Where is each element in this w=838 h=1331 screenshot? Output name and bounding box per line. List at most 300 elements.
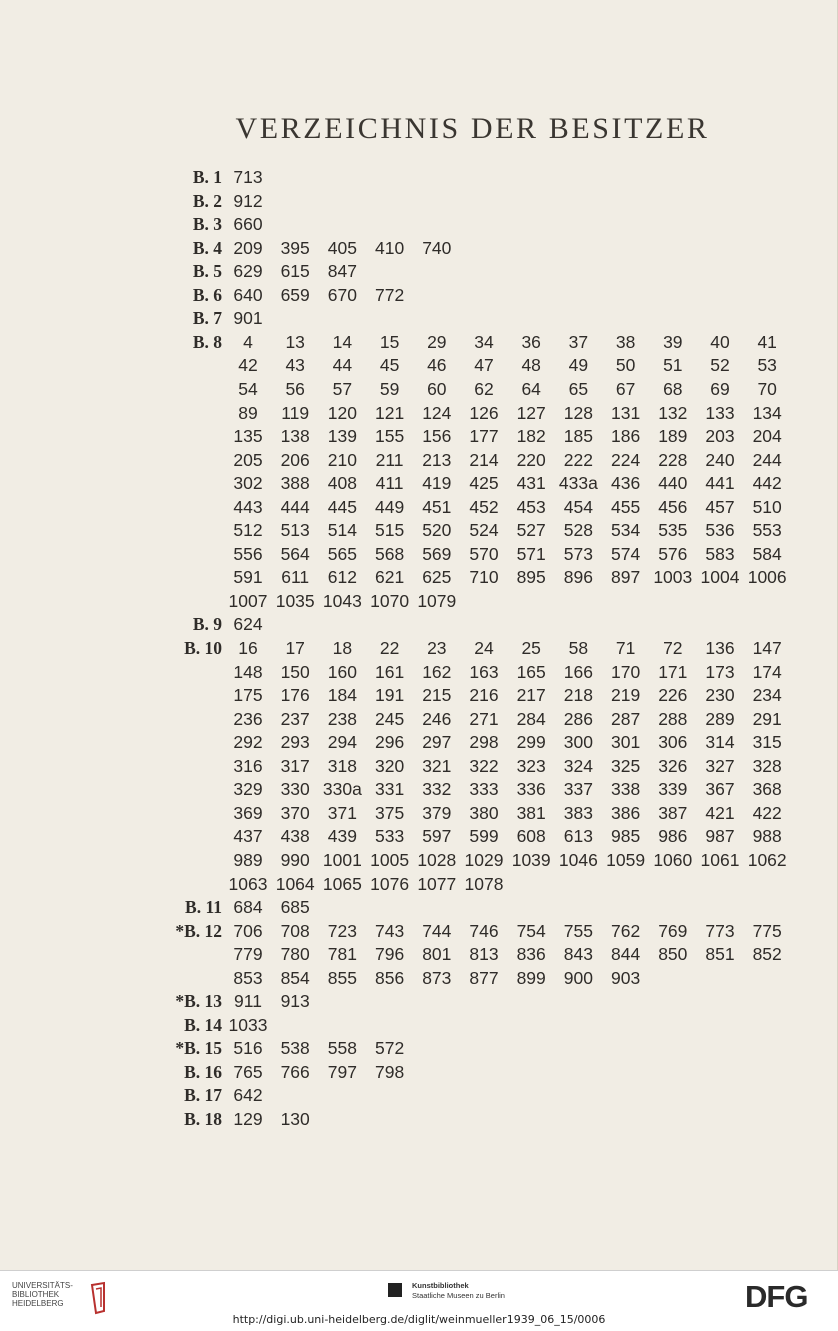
item-number: 185 xyxy=(563,426,593,447)
owner-row xyxy=(0,520,838,544)
item-number: 625 xyxy=(422,567,452,588)
item-number: 706 xyxy=(233,920,263,941)
item-number: 138 xyxy=(280,426,310,447)
owner-row xyxy=(0,332,838,356)
item-number: 533 xyxy=(374,826,405,847)
item-number: 163 xyxy=(469,661,499,682)
library-line-2: BIBLIOTHEK xyxy=(12,1290,60,1299)
item-number: 16 xyxy=(238,638,258,658)
owner-row xyxy=(0,874,838,898)
owner-row xyxy=(0,379,838,403)
item-number: 318 xyxy=(327,755,357,776)
item-number: 133 xyxy=(705,402,735,423)
item-number: 520 xyxy=(422,520,452,541)
item-number: 182 xyxy=(516,426,546,447)
item-number: 333 xyxy=(469,779,499,800)
item-number: 660 xyxy=(233,214,263,235)
item-number: 576 xyxy=(658,543,688,564)
item-number: 441 xyxy=(705,473,735,494)
item-number: 292 xyxy=(233,732,263,753)
item-number: 36 xyxy=(521,331,541,352)
owner-label: B. 11 xyxy=(185,897,222,918)
item-number: 743 xyxy=(374,920,405,941)
owner-row xyxy=(0,567,838,591)
page-title: VERZEICHNIS DER BESITZER xyxy=(235,112,710,145)
item-number: 293 xyxy=(280,732,310,753)
item-number: 40 xyxy=(710,331,730,352)
item-number: 640 xyxy=(233,284,263,305)
item-number: 226 xyxy=(658,685,688,706)
item-number: 209 xyxy=(233,237,263,258)
item-number: 912 xyxy=(233,190,263,211)
item-number: 1064 xyxy=(275,873,315,894)
owner-label: *B. 13 xyxy=(175,991,222,1012)
owner-row xyxy=(0,591,838,615)
item-number: 670 xyxy=(327,284,357,305)
item-number: 29 xyxy=(427,331,447,352)
item-number: 895 xyxy=(516,567,546,588)
owner-row xyxy=(0,1038,838,1062)
item-number: 515 xyxy=(374,520,405,541)
item-number: 337 xyxy=(563,779,593,800)
item-number: 189 xyxy=(658,426,688,447)
item-number: 271 xyxy=(469,708,499,729)
item-number: 613 xyxy=(563,826,593,847)
item-number: 850 xyxy=(658,944,688,965)
owner-label: B. 3 xyxy=(192,214,222,235)
kunstbibliothek-title: Kunstbibliothek xyxy=(412,1281,469,1290)
item-number: 155 xyxy=(374,426,405,447)
owner-row xyxy=(0,1109,838,1133)
item-number: 171 xyxy=(658,661,688,682)
item-number: 897 xyxy=(610,567,641,588)
item-number: 535 xyxy=(658,520,688,541)
item-number: 1033 xyxy=(228,1014,268,1035)
item-number: 162 xyxy=(422,661,452,682)
owner-row xyxy=(0,497,838,521)
university-library-logo[interactable] xyxy=(12,1281,112,1315)
item-number: 708 xyxy=(280,920,310,941)
item-number: 299 xyxy=(516,732,546,753)
item-number: 836 xyxy=(516,944,546,965)
item-number: 128 xyxy=(563,402,593,423)
item-number: 439 xyxy=(327,826,357,847)
item-number: 320 xyxy=(374,755,405,776)
owner-row xyxy=(0,1015,838,1039)
item-number: 1061 xyxy=(700,849,740,870)
owner-row xyxy=(0,544,838,568)
item-number: 238 xyxy=(327,708,357,729)
item-number: 1005 xyxy=(370,849,410,870)
item-number: 1043 xyxy=(322,590,362,611)
item-number: 298 xyxy=(469,732,499,753)
item-number: 58 xyxy=(568,638,589,658)
item-number: 457 xyxy=(705,496,735,517)
item-number: 877 xyxy=(469,967,499,988)
item-number: 449 xyxy=(374,496,405,517)
owner-row xyxy=(0,968,838,992)
item-number: 296 xyxy=(374,732,405,753)
item-number: 13 xyxy=(285,331,305,352)
item-number: 856 xyxy=(374,967,405,988)
item-number: 287 xyxy=(610,708,641,729)
item-number: 570 xyxy=(469,543,499,564)
footer-bar xyxy=(0,1270,838,1331)
item-number: 597 xyxy=(422,826,452,847)
item-number: 564 xyxy=(280,543,310,564)
item-number: 25 xyxy=(521,638,541,658)
item-number: 847 xyxy=(327,261,357,282)
item-number: 39 xyxy=(663,331,683,352)
item-number: 204 xyxy=(752,426,782,447)
item-number: 327 xyxy=(705,755,735,776)
item-number: 746 xyxy=(469,920,499,941)
item-number: 132 xyxy=(658,402,688,423)
item-number: 127 xyxy=(516,402,546,423)
item-number: 370 xyxy=(280,802,310,823)
item-number: 565 xyxy=(327,543,357,564)
item-number: 766 xyxy=(280,1061,310,1082)
item-number: 1004 xyxy=(700,567,740,588)
item-number: 553 xyxy=(752,520,782,541)
owner-row xyxy=(0,355,838,379)
item-number: 383 xyxy=(563,802,593,823)
item-number: 451 xyxy=(422,496,452,517)
item-number: 584 xyxy=(752,543,782,564)
item-number: 47 xyxy=(474,355,494,376)
item-number: 368 xyxy=(752,779,782,800)
item-number: 765 xyxy=(233,1061,263,1082)
item-number: 375 xyxy=(374,802,405,823)
item-number: 332 xyxy=(422,779,452,800)
item-number: 422 xyxy=(752,802,782,823)
owner-row xyxy=(0,191,838,215)
owner-row xyxy=(0,614,838,638)
item-number: 44 xyxy=(332,355,353,376)
item-number: 367 xyxy=(705,779,735,800)
item-number: 386 xyxy=(610,802,641,823)
kunstbibliothek-subtitle: Staatliche Museen zu Berlin xyxy=(412,1291,505,1300)
item-number: 216 xyxy=(469,685,499,706)
item-number: 536 xyxy=(705,520,735,541)
item-number: 50 xyxy=(615,355,636,376)
item-number: 297 xyxy=(422,732,452,753)
item-number: 54 xyxy=(238,378,258,399)
item-number: 512 xyxy=(233,520,263,541)
item-number: 288 xyxy=(658,708,688,729)
item-number: 237 xyxy=(280,708,310,729)
owner-label: B. 5 xyxy=(192,261,222,282)
item-number: 329 xyxy=(233,779,263,800)
item-number: 445 xyxy=(327,496,357,517)
item-number: 60 xyxy=(427,378,447,399)
owner-label: *B. 12 xyxy=(175,920,222,941)
item-number: 191 xyxy=(374,685,405,706)
item-number: 219 xyxy=(610,685,641,706)
item-number: 851 xyxy=(705,944,735,965)
item-number: 228 xyxy=(658,449,688,470)
item-number: 220 xyxy=(516,449,546,470)
item-number: 410 xyxy=(374,237,405,258)
item-number: 136 xyxy=(705,638,735,658)
item-number: 1006 xyxy=(747,567,787,588)
kunstbibliothek-mark-icon xyxy=(388,1283,402,1297)
item-number: 1079 xyxy=(417,590,457,611)
item-number: 408 xyxy=(327,473,357,494)
owner-row xyxy=(0,308,838,332)
item-number: 166 xyxy=(563,661,593,682)
item-number: 156 xyxy=(422,426,452,447)
item-number: 294 xyxy=(327,732,357,753)
item-number: 124 xyxy=(422,402,452,423)
item-number: 323 xyxy=(516,755,546,776)
item-number: 1060 xyxy=(653,849,693,870)
item-number: 45 xyxy=(379,355,400,376)
owner-row xyxy=(0,850,838,874)
owner-row xyxy=(0,638,838,662)
item-number: 583 xyxy=(705,543,735,564)
item-number: 18 xyxy=(332,638,353,658)
owner-row xyxy=(0,238,838,262)
item-number: 762 xyxy=(610,920,641,941)
item-number: 206 xyxy=(280,449,310,470)
item-number: 873 xyxy=(422,967,452,988)
item-number: 780 xyxy=(280,944,310,965)
item-number: 130 xyxy=(280,1109,310,1129)
item-number: 214 xyxy=(469,449,499,470)
item-number: 217 xyxy=(516,685,546,706)
item-number: 388 xyxy=(280,473,310,494)
item-number: 150 xyxy=(280,661,310,682)
item-number: 387 xyxy=(658,802,688,823)
owner-label: B. 14 xyxy=(184,1014,222,1035)
item-number: 1007 xyxy=(228,590,268,611)
item-number: 324 xyxy=(563,755,593,776)
item-number: 139 xyxy=(327,426,357,447)
item-number: 781 xyxy=(327,944,357,965)
item-number: 67 xyxy=(615,378,636,399)
owner-row xyxy=(0,779,838,803)
item-number: 42 xyxy=(238,355,258,376)
item-number: 37 xyxy=(568,331,589,352)
item-number: 844 xyxy=(610,944,641,965)
owner-label: B. 8 xyxy=(192,331,222,352)
owner-label: B. 4 xyxy=(192,237,222,258)
item-number: 1001 xyxy=(322,849,362,870)
permalink-url[interactable]: http://digi.ub.uni-heidelberg.de/diglit/weinmueller1939_06_15/0006 xyxy=(232,1313,606,1326)
item-number: 22 xyxy=(379,638,400,658)
item-number: 405 xyxy=(327,237,357,258)
item-number: 1046 xyxy=(558,849,598,870)
item-number: 89 xyxy=(238,402,258,423)
item-number: 843 xyxy=(563,944,593,965)
item-number: 317 xyxy=(280,755,310,776)
item-number: 524 xyxy=(469,520,499,541)
item-number: 510 xyxy=(752,496,782,517)
library-line-1: UNIVERSITÄTS- xyxy=(12,1281,73,1290)
item-number: 177 xyxy=(469,426,499,447)
item-number: 213 xyxy=(422,449,452,470)
item-number: 174 xyxy=(752,661,782,682)
item-number: 452 xyxy=(469,496,499,517)
item-number: 1070 xyxy=(370,590,410,611)
item-number: 121 xyxy=(374,402,405,423)
item-number: 14 xyxy=(332,331,353,352)
item-number: 4 xyxy=(243,331,253,352)
owner-row xyxy=(0,662,838,686)
item-number: 15 xyxy=(379,331,400,352)
item-number: 380 xyxy=(469,802,499,823)
item-number: 454 xyxy=(563,496,593,517)
item-number: 989 xyxy=(233,849,263,870)
item-number: 513 xyxy=(280,520,310,541)
item-number: 316 xyxy=(233,755,263,776)
item-number: 62 xyxy=(474,378,494,399)
item-number: 685 xyxy=(280,897,310,918)
item-number: 321 xyxy=(422,755,452,776)
item-number: 443 xyxy=(233,496,263,517)
item-number: 440 xyxy=(658,473,688,494)
item-number: 1062 xyxy=(747,849,787,870)
item-number: 148 xyxy=(233,661,263,682)
item-number: 556 xyxy=(233,543,263,564)
dfg-logo[interactable]: DFG xyxy=(745,1279,808,1314)
item-number: 71 xyxy=(615,638,636,658)
item-number: 1065 xyxy=(322,873,362,894)
item-number: 134 xyxy=(752,402,782,423)
item-number: 371 xyxy=(327,802,357,823)
owner-row xyxy=(0,685,838,709)
item-number: 51 xyxy=(663,355,683,376)
library-line-3: HEIDELBERG xyxy=(12,1299,64,1308)
item-number: 516 xyxy=(233,1038,263,1059)
item-number: 175 xyxy=(233,685,263,706)
item-number: 855 xyxy=(327,967,357,988)
owner-row xyxy=(0,1085,838,1109)
item-number: 119 xyxy=(281,402,310,423)
item-number: 769 xyxy=(658,920,688,941)
heidelberg-logo-icon xyxy=(88,1281,110,1315)
item-number: 796 xyxy=(374,944,405,965)
item-number: 147 xyxy=(752,638,782,658)
item-number: 853 xyxy=(233,967,263,988)
item-number: 49 xyxy=(568,355,589,376)
item-number: 569 xyxy=(422,543,452,564)
item-number: 624 xyxy=(233,614,263,635)
owner-row xyxy=(0,709,838,733)
owner-row xyxy=(0,403,838,427)
item-number: 710 xyxy=(469,567,499,588)
owner-row xyxy=(0,450,838,474)
owner-row xyxy=(0,921,838,945)
item-number: 286 xyxy=(563,708,593,729)
item-number: 913 xyxy=(280,991,310,1012)
item-number: 236 xyxy=(233,708,263,729)
item-number: 744 xyxy=(422,920,452,941)
item-number: 444 xyxy=(280,496,310,517)
item-number: 986 xyxy=(658,826,688,847)
item-number: 591 xyxy=(233,567,263,588)
item-number: 896 xyxy=(563,567,593,588)
owner-row xyxy=(0,897,838,921)
item-number: 419 xyxy=(422,473,452,494)
item-number: 52 xyxy=(710,355,730,376)
item-number: 65 xyxy=(568,378,589,399)
item-number: 713 xyxy=(233,167,263,187)
owner-label: B. 7 xyxy=(192,308,222,329)
item-number: 330 xyxy=(280,779,310,800)
owner-row xyxy=(0,944,838,968)
item-number: 772 xyxy=(374,284,405,305)
item-number: 165 xyxy=(516,661,546,682)
item-number: 17 xyxy=(285,638,305,658)
item-number: 659 xyxy=(280,284,310,305)
item-number: 779 xyxy=(233,944,263,965)
item-number: 1003 xyxy=(653,567,693,588)
item-number: 642 xyxy=(233,1085,263,1106)
item-number: 425 xyxy=(469,473,499,494)
item-number: 1077 xyxy=(417,873,457,894)
item-number: 38 xyxy=(615,331,636,352)
item-number: 338 xyxy=(610,779,641,800)
item-number: 314 xyxy=(705,732,735,753)
item-number: 990 xyxy=(280,849,310,870)
item-number: 1029 xyxy=(464,849,504,870)
item-number: 755 xyxy=(563,920,593,941)
owner-row xyxy=(0,826,838,850)
item-number: 205 xyxy=(233,449,263,470)
item-number: 59 xyxy=(379,378,400,399)
item-number: 612 xyxy=(327,567,357,588)
item-number: 160 xyxy=(327,661,357,682)
item-number: 170 xyxy=(610,661,641,682)
item-number: 421 xyxy=(705,802,735,823)
item-number: 437 xyxy=(233,826,263,847)
item-number: 53 xyxy=(757,355,777,376)
item-number: 381 xyxy=(516,802,546,823)
item-number: 339 xyxy=(658,779,688,800)
owner-row xyxy=(0,756,838,780)
item-number: 775 xyxy=(752,920,782,941)
item-number: 572 xyxy=(374,1038,405,1059)
item-number: 325 xyxy=(610,755,641,776)
item-number: 57 xyxy=(332,378,353,399)
item-number: 558 xyxy=(327,1038,357,1059)
owner-row xyxy=(0,167,838,191)
item-number: 48 xyxy=(521,355,541,376)
item-number: 1078 xyxy=(464,873,504,894)
item-number: 70 xyxy=(757,378,777,399)
item-number: 234 xyxy=(752,685,782,706)
item-number: 336 xyxy=(516,779,546,800)
item-number: 184 xyxy=(327,685,357,706)
item-number: 68 xyxy=(663,378,683,399)
item-number: 34 xyxy=(474,331,494,352)
item-number: 599 xyxy=(469,826,499,847)
item-number: 203 xyxy=(705,426,735,447)
item-number: 1076 xyxy=(370,873,410,894)
item-number: 903 xyxy=(610,967,641,988)
item-number: 988 xyxy=(752,826,782,847)
owner-label: B. 6 xyxy=(192,284,222,305)
item-number: 330a xyxy=(322,779,362,800)
item-number: 987 xyxy=(705,826,735,847)
item-number: 210 xyxy=(327,449,357,470)
item-number: 129 xyxy=(233,1109,263,1129)
item-number: 215 xyxy=(422,685,452,706)
kunstbibliothek-logo[interactable] xyxy=(388,1281,548,1311)
owner-label: B. 2 xyxy=(192,190,222,211)
